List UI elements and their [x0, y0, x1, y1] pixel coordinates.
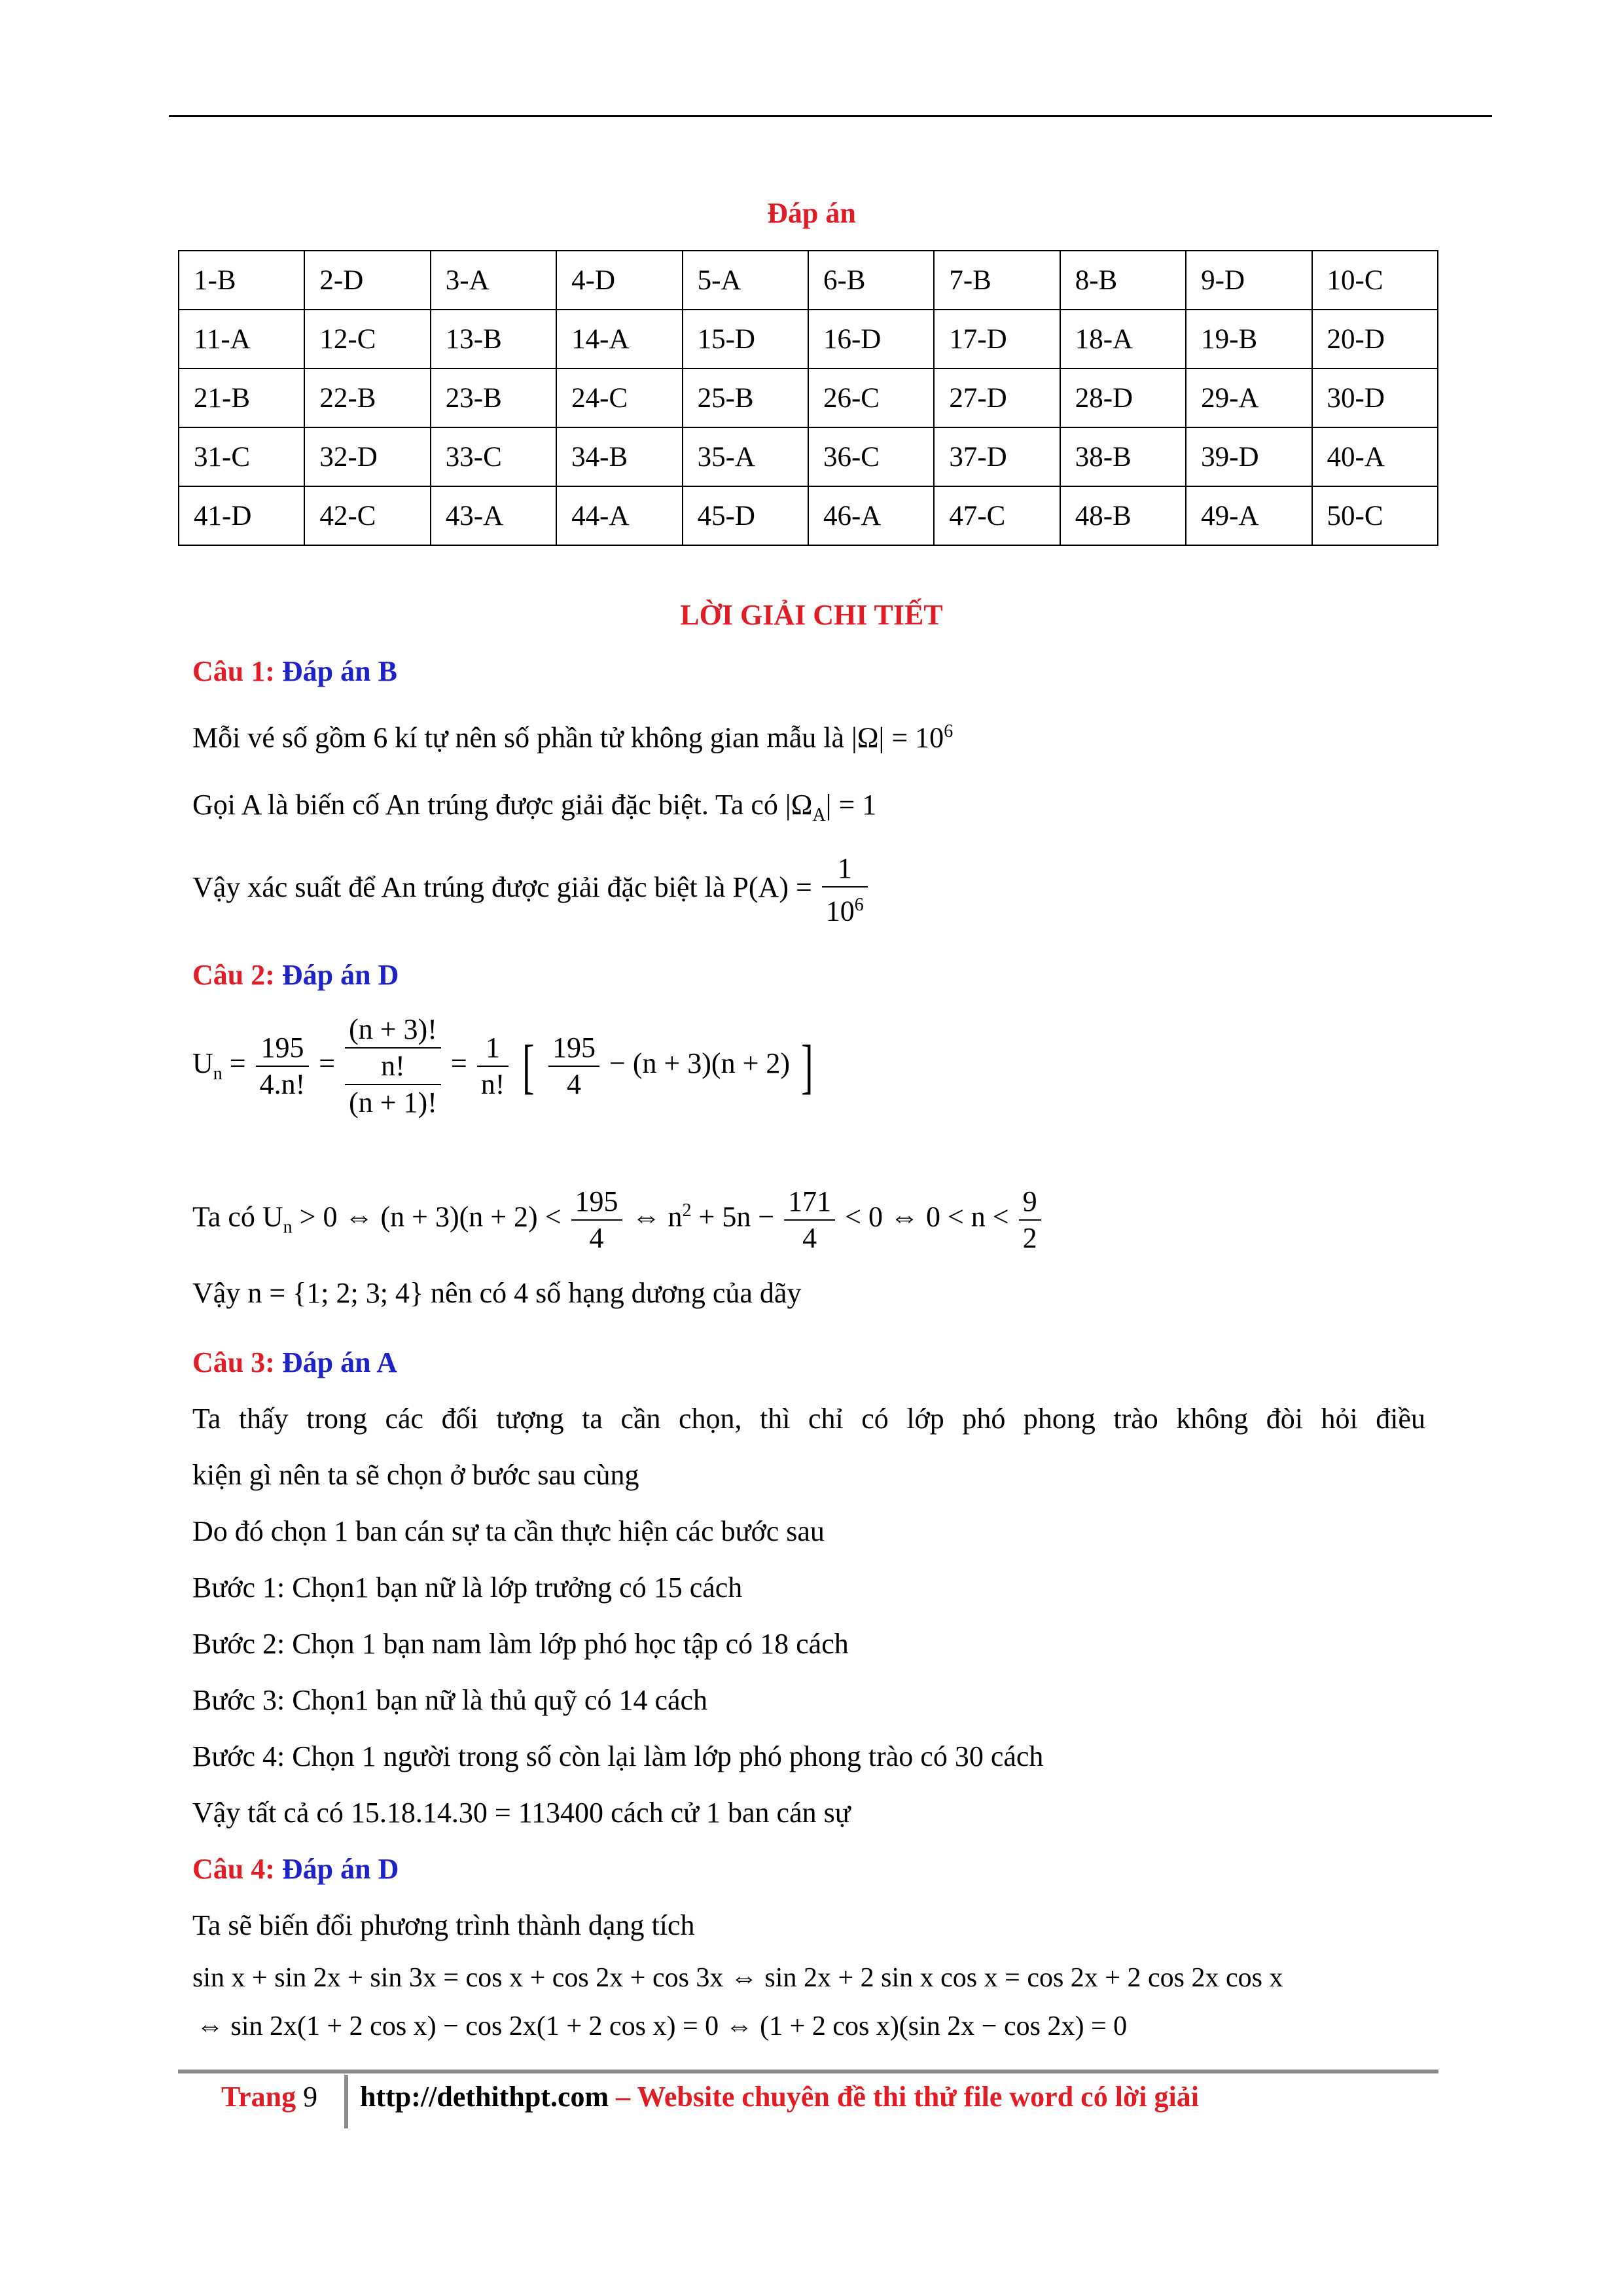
answer-cell: 19-B: [1186, 310, 1311, 368]
q2-frac-1: [256, 1030, 310, 1102]
section-title: LỜI GIẢI CHI TIẾT: [680, 599, 943, 631]
answer-cell: 40-A: [1312, 427, 1438, 486]
q2-l3-pre: Vậy: [192, 1277, 241, 1309]
q2-l2-f2-num: 171: [784, 1184, 835, 1221]
answer-cell: 2-D: [304, 251, 430, 310]
q1-heading: [192, 653, 397, 690]
q2-l3-math: n = {1; 2; 3; 4}: [247, 1277, 424, 1309]
q3-result-pre: Vậy tất cả có: [192, 1797, 344, 1829]
q2-l3-post: nên có 4 số hạng dương của dãy: [431, 1277, 802, 1309]
answer-cell: 23-B: [431, 368, 556, 427]
answer-cell: 22-B: [304, 368, 430, 427]
answer-cell: 31-C: [179, 427, 304, 486]
answer-row: [179, 310, 1438, 368]
q2-bracket-close: ]: [801, 1032, 813, 1100]
answer-cell: 34-B: [556, 427, 682, 486]
answer-cell: 24-C: [556, 368, 682, 427]
answer-cell: 36-C: [808, 427, 934, 486]
q2-f2-top: (n + 3)!: [345, 1012, 441, 1049]
q1-math-2b: | = 1: [825, 789, 877, 821]
q2-frac-4: [548, 1030, 599, 1102]
answer-row: [179, 427, 1438, 486]
q3-para-1: Ta thấy trong các đối tượng ta cần chọn, thì chỉ có lớp phó phong trào không đòi hỏi điều: [192, 1403, 1425, 1435]
answer-cell: 11-A: [179, 310, 304, 368]
q2-f4-den: 4: [567, 1067, 581, 1100]
q2-answer: Đáp án D: [281, 959, 399, 991]
answer-cell: 5-A: [683, 251, 808, 310]
answer-cell: 16-D: [808, 310, 934, 368]
q2-bracket-open: [: [522, 1032, 535, 1100]
answer-cell: 10-C: [1312, 251, 1438, 310]
q3-heading: [192, 1344, 397, 1381]
answer-cell: 21-B: [179, 368, 304, 427]
q4-label: Câu 4:: [192, 1853, 275, 1885]
footer-page-label: Trang: [221, 2081, 296, 2113]
q4-answer: Đáp án D: [281, 1853, 399, 1885]
q3-step-3: Bước 3: Chọn1 bạn nữ là thủ quỹ có 14 cách: [192, 1684, 708, 1716]
q1-math-1: |Ω| = 10: [851, 721, 944, 754]
q1-sub-2: A: [812, 804, 826, 825]
answer-cell: 30-D: [1312, 368, 1438, 427]
q2-l2-pre: Ta có: [192, 1200, 255, 1233]
q1-frac-exp: 6: [854, 895, 864, 915]
answer-cell: 44-A: [556, 486, 682, 545]
q1-math-2: |Ω: [785, 789, 813, 821]
q3-label: Câu 3:: [192, 1346, 275, 1378]
q2-f2-bot: (n + 1)!: [349, 1086, 437, 1119]
answer-cell: 6-B: [808, 251, 934, 310]
answer-cell: 9-D: [1186, 251, 1311, 310]
q3-step-2: Bước 2: Chọn 1 bạn nam làm lớp phó học tập có 18 cách: [192, 1628, 849, 1660]
footer-divider: [344, 2075, 348, 2128]
q1-line2: [192, 787, 876, 834]
answer-cell: 42-C: [304, 486, 430, 545]
q3-para-2: kiện gì nên ta sẽ chọn ở bước sau cùng: [192, 1459, 639, 1491]
answer-cell: 15-D: [683, 310, 808, 368]
q3-result-math: 15.18.14.30 = 113400: [350, 1797, 604, 1829]
q1-text-1: Mỗi vé số gồm 6 kí tự nên số phần tử không gian mẫu là: [192, 721, 845, 754]
q3-step-1: Bước 1: Chọn1 bạn nữ là lớp trưởng có 15 cách: [192, 1571, 743, 1604]
q2-l2-f1-den: 4: [589, 1221, 604, 1254]
q1-label: Câu 1:: [192, 655, 275, 687]
q1-text-3: Vậy xác suất để An trúng được giải đặc biệt là: [192, 870, 726, 903]
q2-line2: [192, 1172, 1044, 1266]
q1-text-2: Gọi A là biến cố An trúng được giải đặc biệt. Ta có: [192, 789, 778, 821]
answer-cell: 46-A: [808, 486, 934, 545]
q2-l2-f2-den: 4: [802, 1221, 817, 1254]
q4-heading: [192, 1851, 399, 1888]
q3-result-post: cách cử 1 ban cán sự: [611, 1797, 851, 1829]
answer-key-heading: Đáp án: [767, 197, 856, 229]
answer-row: [179, 368, 1438, 427]
q2-f3-den: n!: [480, 1067, 505, 1100]
answer-row: [179, 486, 1438, 545]
q1-math-3: P(A) =: [732, 870, 812, 903]
answer-cell: 14-A: [556, 310, 682, 368]
answer-cell: 50-C: [1312, 486, 1438, 545]
q2-tail: − (n + 3)(n + 2): [609, 1047, 791, 1079]
q3-step-4: Bước 4: Chọn 1 người trong số còn lại làm lớp phó phong trào có 30 cách: [192, 1740, 1044, 1772]
q1-fraction: [822, 851, 868, 929]
answer-cell: 25-B: [683, 368, 808, 427]
footer-tagline: – Website chuyên đề thi thử file word có lời giải: [616, 2081, 1199, 2113]
answer-cell: 18-A: [1060, 310, 1186, 368]
q1-answer: Đáp án B: [281, 655, 397, 687]
q1-frac-num: 1: [822, 851, 868, 888]
q2-l2-un-sub: n: [283, 1217, 293, 1238]
answer-cell: 17-D: [934, 310, 1060, 368]
q2-l2-f1-num: 195: [571, 1184, 622, 1221]
answer-cell: 7-B: [934, 251, 1060, 310]
q2-l2-f3-num: 9: [1019, 1184, 1041, 1221]
q2-f1-den: 4.n!: [259, 1067, 306, 1100]
q1-frac-den: 10: [825, 895, 855, 927]
q2-frac-2: [345, 1012, 441, 1121]
q2-l2-exp: 2: [682, 1200, 692, 1221]
answer-key-table: [178, 250, 1438, 546]
q1-line3: [192, 851, 870, 929]
answer-cell: 26-C: [808, 368, 934, 427]
q3-result: [192, 1795, 851, 1831]
answer-cell: 35-A: [683, 427, 808, 486]
answer-cell: 39-D: [1186, 427, 1311, 486]
q4-equation-2: ⇔ sin 2x(1 + 2 cos x) − cos 2x(1 + 2 cos x) = 0 ⇔ (1 + 2 cos x)(sin 2x − cos 2x) = 0: [196, 2011, 1128, 2041]
q2-l2-frac-2: [784, 1184, 835, 1256]
q2-l2-frac-1: [571, 1184, 622, 1256]
answer-cell: 27-D: [934, 368, 1060, 427]
q2-un-sub: n: [213, 1063, 223, 1084]
q2-f3-num: 1: [477, 1030, 509, 1067]
answer-cell: 49-A: [1186, 486, 1311, 545]
q3-answer: Đáp án A: [281, 1346, 397, 1378]
answer-cell: 4-D: [556, 251, 682, 310]
q2-heading: [192, 957, 399, 994]
q2-l2-mid2: + 5n −: [698, 1200, 775, 1233]
answer-cell: 43-A: [431, 486, 556, 545]
q2-f2-mid: n!: [345, 1049, 441, 1085]
footer-rule: [178, 2070, 1438, 2073]
answer-cell: 3-A: [431, 251, 556, 310]
q2-l2-mid3: < 0 ⇔ 0 < n <: [845, 1200, 1009, 1233]
answer-cell: 8-B: [1060, 251, 1186, 310]
answer-cell: 20-D: [1312, 310, 1438, 368]
answer-cell: 32-D: [304, 427, 430, 486]
answer-row: [179, 251, 1438, 310]
q4-equation-1: sin x + sin 2x + sin 3x = cos x + cos 2x + cos 3x ⇔ sin 2x + 2 sin x cos x = cos 2x + 2 cos 2x cos x: [192, 1963, 1283, 1993]
answer-cell: 48-B: [1060, 486, 1186, 545]
footer-site: [360, 2080, 1199, 2113]
q2-l2-frac-3: [1019, 1184, 1041, 1256]
footer-page: [221, 2080, 317, 2113]
q2-line3: [192, 1275, 801, 1312]
answer-cell: 45-D: [683, 486, 808, 545]
q2-un-formula: $U_n$ = $\frac{195}{4.n!}$ = (n + 3)! n! (n + 1)! = $\frac{1}{n!}$ [ $\frac{195}{4}$ − (n + 3)(n + 2) ]: [192, 1008, 817, 1126]
q1-line1: [192, 713, 953, 757]
answer-cell: 37-D: [934, 427, 1060, 486]
q2-l2-mid: ⇔ n: [632, 1200, 683, 1233]
answer-cell: 33-C: [431, 427, 556, 486]
q2-un: U: [192, 1047, 213, 1079]
answer-cell: 38-B: [1060, 427, 1186, 486]
answer-cell: 41-D: [179, 486, 304, 545]
q2-label: Câu 2:: [192, 959, 275, 991]
answer-cell: 47-C: [934, 486, 1060, 545]
answer-cell: 12-C: [304, 310, 430, 368]
header-rule: [169, 115, 1492, 117]
footer-url-link[interactable]: http://dethithpt.com: [360, 2081, 609, 2113]
q2-f4-num: 195: [548, 1030, 599, 1067]
answer-cell: 29-A: [1186, 368, 1311, 427]
q2-l2-un: U: [262, 1200, 283, 1233]
q1-exp-1: 6: [944, 721, 954, 742]
q2-l2-f3-den: 2: [1022, 1221, 1037, 1254]
q4-para-1: Ta sẽ biến đổi phương trình thành dạng tích: [192, 1909, 695, 1941]
q3-para-3: Do đó chọn 1 ban cán sự ta cần thực hiện các bước sau: [192, 1515, 825, 1547]
answer-cell: 28-D: [1060, 368, 1186, 427]
answer-cell: 1-B: [179, 251, 304, 310]
q2-frac-3: [477, 1030, 509, 1102]
q2-l2-math: > 0 ⇔ (n + 3)(n + 2) <: [299, 1200, 562, 1233]
q2-f1-num: 195: [256, 1030, 310, 1067]
answer-cell: 13-B: [431, 310, 556, 368]
footer-page-number: 9: [303, 2081, 318, 2113]
